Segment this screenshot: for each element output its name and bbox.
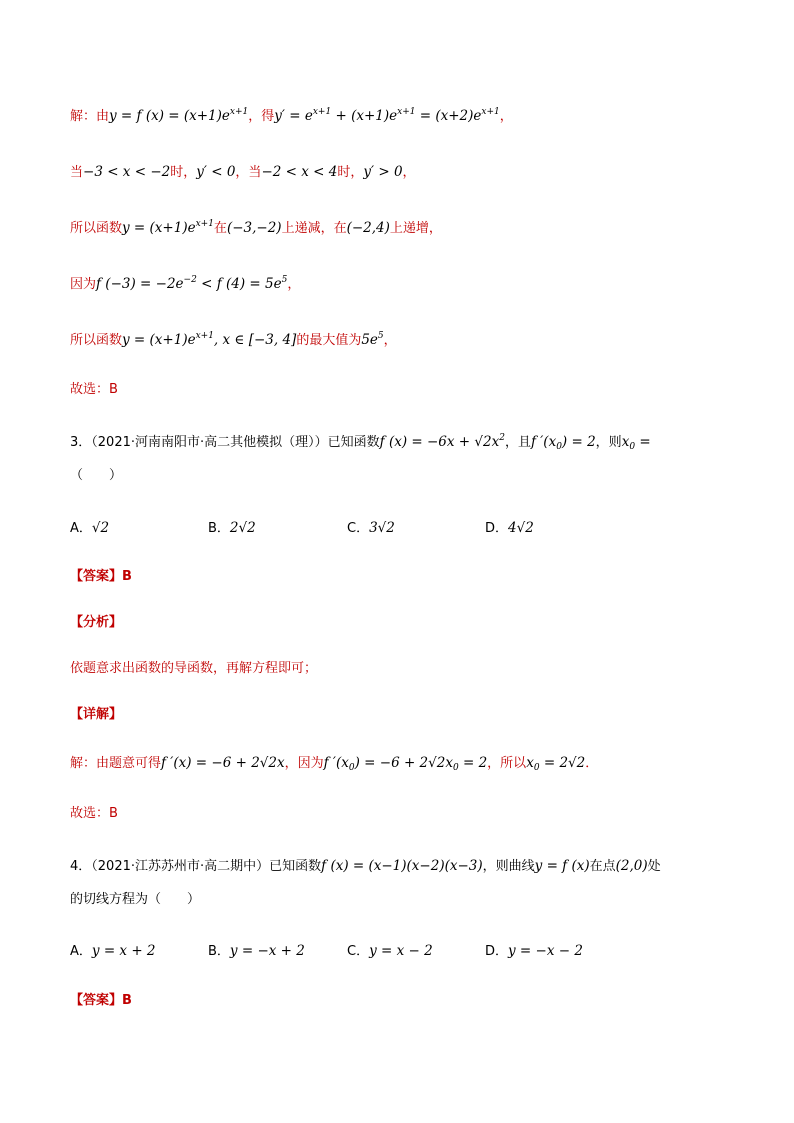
formula-part: = 2√2 [539,755,586,771]
formula: y = f (x) [534,858,590,874]
text: 已知函数 [269,859,322,874]
question-4-line-2: 的切线方程为（ ） [70,892,201,907]
q3-analysis: 依题意求出函数的导函数，再解方程即可； [70,661,318,676]
option-label: C． [347,521,370,536]
formula [122,332,296,348]
formula: −2 < x < 4 [261,164,338,180]
exponent: 5 [281,275,288,285]
q3-option-c[interactable] [347,518,395,539]
option-value: 3√2 [369,520,395,536]
formula-part: + (x+1)e [331,108,398,124]
formula [622,434,651,450]
option-value: √2 [91,520,110,536]
text: ． [585,756,599,771]
formula-part: f (x) = −6x + √2x [379,434,500,450]
q4-option-b[interactable] [208,941,305,962]
formula [109,108,248,124]
q3-option-a[interactable] [70,518,109,539]
formula: f (x) = (x−1)(x−2)(x−3) [321,858,483,874]
text: 所以函数 [70,333,123,348]
option-value: 2√2 [229,520,256,536]
text: 已知函数 [327,435,380,450]
formula-part: ) = −6 + 2√2x [354,755,453,771]
formula: −3 < x < −2 [83,164,171,180]
solution-line-1 [70,106,513,127]
q3-choice: 故选：B [70,806,118,821]
exponent: −2 [183,275,197,285]
formula [122,220,214,236]
solution-line-4 [70,274,300,295]
formula-part: = 2 [458,755,488,771]
formula [96,276,287,292]
formula-part: = (x+2)e [415,108,482,124]
formula: y′ > 0 [363,164,403,180]
text: 当 [70,165,84,180]
formula: f ′(x) = −6 + 2√2x [161,755,285,771]
formula-part: x [526,755,534,771]
question-3-paren: （ ） [70,468,123,483]
text: 上递增， [389,221,442,236]
q3-detail-heading: 【详解】 [70,707,123,722]
text: 处 [647,859,661,874]
formula: (2,0) [615,858,648,874]
subscript: 0 [533,763,540,773]
option-value: y = x − 2 [369,943,433,959]
option-label: A． [70,521,92,536]
formula [531,434,596,450]
exponent: 2 [499,433,505,443]
exponent: 5 [377,331,384,341]
text: ， [383,333,397,348]
text: ， [287,277,301,292]
question-3-stem [70,432,651,453]
formula [380,434,505,450]
formula-part: y = f (x) = (x+1)e [109,108,230,124]
text: 解：由题意可得 [70,756,162,771]
subscript: 0 [452,763,459,773]
formula-part: f ′(x [530,434,557,450]
question-source: 2021·河南南阳市·高二其他模拟（理）） [97,435,328,450]
q4-answer: 【答案】B [70,993,132,1008]
exponent: x+1 [312,107,332,117]
formula-part: y = (x+1)e [122,332,196,348]
exponent: x+1 [397,107,416,117]
formula: (−3,−2) [226,220,282,236]
exponent: x+1 [195,331,214,341]
formula-part: y′ = e [274,108,313,124]
subscript: 0 [348,763,355,773]
text: 时， [337,165,364,180]
text: ，当 [235,165,262,180]
option-value: y = x + 2 [91,943,156,959]
option-label: B． [208,521,230,536]
exponent: x+1 [481,107,500,117]
text: 因为 [70,277,97,292]
text: ， [402,165,416,180]
question-source: 2021·江苏苏州市·高二期中） [97,859,270,874]
q3-detail [70,753,598,774]
text: ，且 [504,435,531,450]
subscript: 0 [556,442,562,452]
option-value: y = −x − 2 [508,943,583,959]
formula-part: f (−3) = −2e [96,276,184,292]
exponent: x+1 [229,107,249,117]
formula: y′ < 0 [196,164,236,180]
text: 上递减，在 [281,221,347,236]
text: 在点 [589,859,616,874]
formula-part: 5e [361,332,378,348]
option-value: 4√2 [508,520,534,536]
solution-line-3 [70,218,442,239]
exponent: x+1 [195,219,214,229]
text: ，则 [595,435,622,450]
text: 在 [213,221,227,236]
option-label: A． [70,944,92,959]
formula-part: , x ∈ [−3, 4] [213,332,297,348]
text: ，所以 [487,756,527,771]
text: 所以函数 [70,221,123,236]
formula-part: f ′(x [323,755,349,771]
question-number: 3．（ [70,435,98,450]
formula [324,755,488,771]
solution-line-2 [70,162,416,183]
option-label: C． [347,944,370,959]
option-label: D． [485,521,509,536]
formula-part: x [621,434,630,450]
formula-part: ) = 2 [561,434,596,450]
question-number: 4．（ [70,859,98,874]
formula-part: y = (x+1)e [122,220,196,236]
text: 时， [170,165,197,180]
q3-analysis-heading: 【分析】 [70,615,123,630]
q4-option-a[interactable] [70,941,156,962]
formula [361,332,383,348]
text: 的最大值为 [296,333,362,348]
solution-line-5 [70,330,397,351]
q3-option-d[interactable] [485,518,534,539]
formula [274,108,499,124]
q4-option-d[interactable] [485,941,583,962]
text: 解：由 [70,109,110,124]
option-label: D． [485,944,509,959]
formula-part: = [635,434,651,450]
text: ，则曲线 [482,859,535,874]
question-4-stem [70,856,661,877]
option-label: B． [208,944,230,959]
q3-answer: 【答案】B [70,569,132,584]
text: ， [499,109,513,124]
text: ，因为 [284,756,324,771]
formula-part: < f (4) = 5e [196,276,282,292]
option-value: y = −x + 2 [229,943,305,959]
formula: (−2,4) [346,220,390,236]
text: ，得 [248,109,275,124]
q2-choice: 故选：B [70,382,118,397]
q4-option-c[interactable] [347,941,433,962]
subscript: 0 [629,442,636,452]
formula [526,755,585,771]
q3-option-b[interactable] [208,518,256,539]
